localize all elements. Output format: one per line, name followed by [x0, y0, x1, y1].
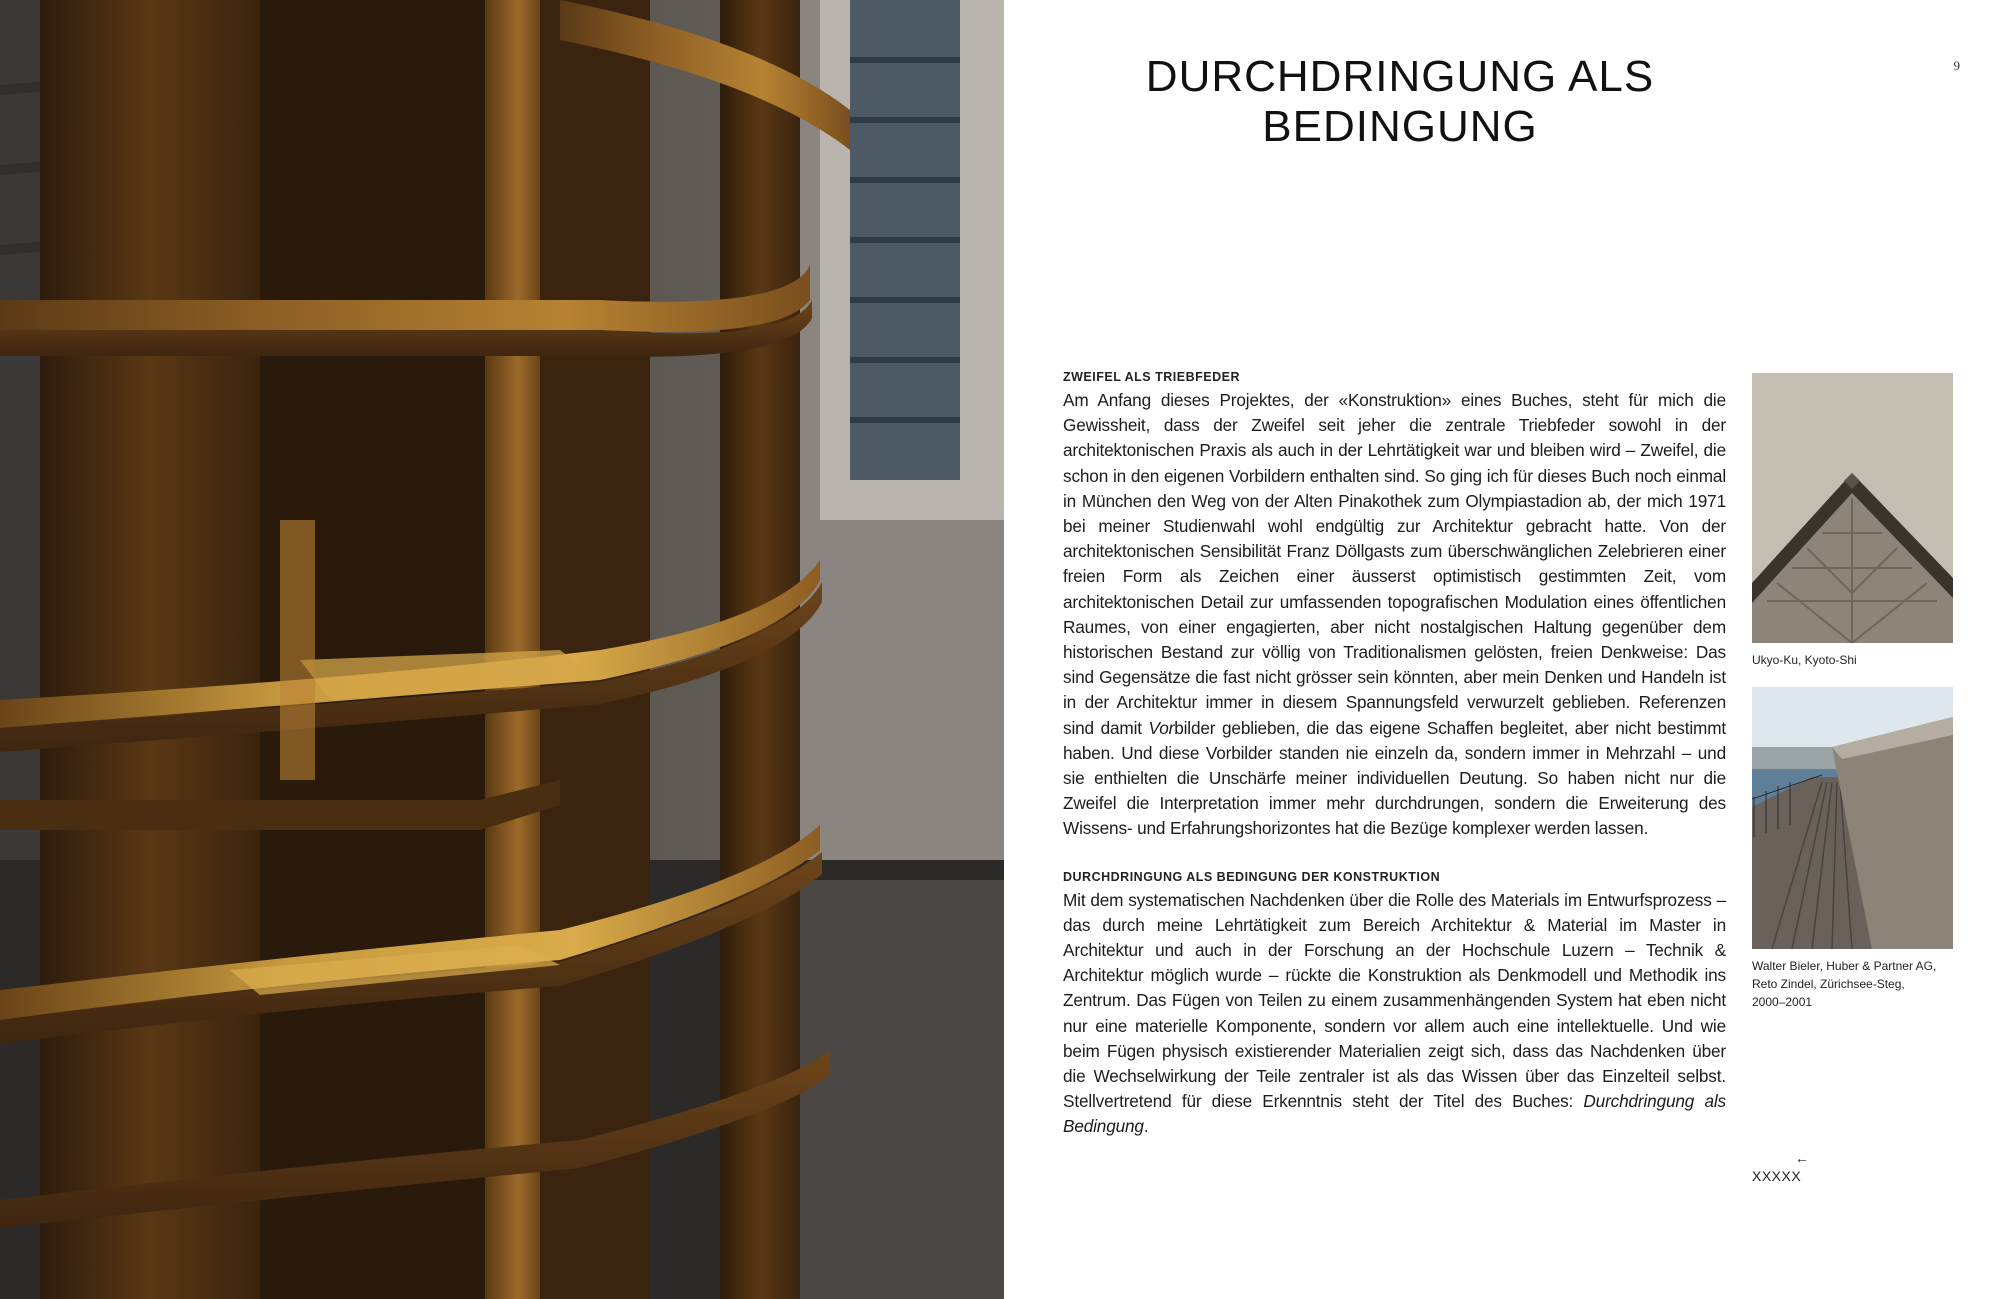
section-heading: DURCHDRINGUNG ALS BEDINGUNG DER KONSTRUKTION	[1063, 869, 1441, 884]
page-title	[1050, 52, 1750, 152]
lake-footbridge-photo	[1752, 687, 1953, 949]
body-text-column	[1063, 368, 1726, 1140]
figure-kyoto	[1752, 373, 1953, 669]
body-text-part: Mit dem systematischen Nachdenken über die Rolle des Materials im Entwurfsprozess – das durch meine Lehrtätigkeit zum Bereich Architektur & Material im Master in Architektur und auch in der Forschung an der Hochschule Luzern – Technik & Architektur möglich wurde – rückte die Konstruktion als Denkmodell und Methodik ins Zentrum. Das Fügen von Teilen zu einem zusammenhängenden System hat eben nicht nur eine materielle Komponente, sondern vor allem auch eine intellektuelle. Und wie beim Fügen physisch existierender Materialien zeigt sich, dass das Nachdenken über die Wechselwirkung der Teile zentraler ist als das Wissen über das Einzelteil selbst. Stellvertretend für diese Erkenntnis steht der Titel des Buches:	[1063, 889, 1726, 1112]
reference-code: XXXXX	[1752, 1168, 1802, 1184]
page-title-line-1: DURCHDRINGUNG ALS	[1145, 52, 1655, 101]
body-text-emphasis: Vor	[1148, 717, 1175, 738]
figure-zuerichsee-steg	[1752, 687, 1953, 1011]
page-title-line-2: BEDINGUNG	[1262, 102, 1538, 151]
caption-line: Reto Zindel, Zürichsee-Steg,	[1752, 977, 1905, 991]
section-zweifel	[1063, 368, 1726, 842]
section-heading: ZWEIFEL ALS TRIEBFEDER	[1063, 370, 1240, 384]
left-arrow-icon: ←	[1795, 1150, 1809, 1166]
section-body-text	[1063, 388, 1726, 842]
page-number: 9	[1953, 58, 1960, 73]
section-body-text	[1063, 888, 1726, 1140]
body-text-part: Am Anfang dieses Projektes, der «Konstruktion» eines Buches, steht für mich die Gewissheit, dass der Zweifel seit jeher die zentrale Triebfeder sowohl in der architektonischen Praxis als auch in der Lehrtätigkeit war und bleiben wird – Zweifel, die schon in den eigenen Vorbildern enthalten sind. So ging ich für dieses Buch noch einmal in München den Weg von der Alten Pinakothek zum Olympiastadion ab, der mich 1971 bei meiner Studienwahl wohl endgültig zur Architektur gebracht hatte. Von der architektonischen Sensibilität Franz Döllgasts zum überschwänglichen Zelebrieren einer freien Form als Zeichen einer äusserst optimistisch gestimmten Zeit, vom architektonischen Detail zur umfassenden topografischen Modulation eines öffentlichen Raumes, von einer engagierten, aber nicht nostalgischen Haltung gegenüber dem historischen Bestand zur völlig von Traditionalismen gelösten, freien Denkweise: Das sind Gegensätze die fast nicht grösser sein könnten, aber mein Denken und Handeln ist in der Architektur immer in diesem Spannungsfeld verwurzelt geblieben. Referenzen sind damit	[1063, 390, 1726, 738]
figure-caption: Ukyo-Ku, Kyoto-Shi	[1752, 653, 1857, 667]
figure-caption	[1752, 957, 1953, 1011]
caption-line: 2000–2001	[1752, 995, 1813, 1009]
body-text-part: bilder geblieben, die das eigene Schaffen begleitet, aber nicht bestimmt haben. Und diese Vorbilder standen nie einzeln da, sondern immer in Mehrzahl – und sie enthielten die Unschärfe meiner individuellen Deutung. So haben nicht nur die Zweifel die Interpretation immer mehr durchdrungen, sondern die Erweiterung des Wissens- und Erfahrungshorizontes hat die Bezüge komplexer werden lassen.	[1063, 717, 1726, 839]
body-text-emphasis: Durchdringung als Bedingung	[1063, 1091, 1726, 1137]
caption-line: Walter Bieler, Huber & Partner AG,	[1752, 959, 1937, 973]
body-text-part: .	[1143, 1116, 1149, 1137]
wooden-deck-corner-photo	[1752, 373, 1953, 643]
section-durchdringung	[1063, 868, 1726, 1140]
